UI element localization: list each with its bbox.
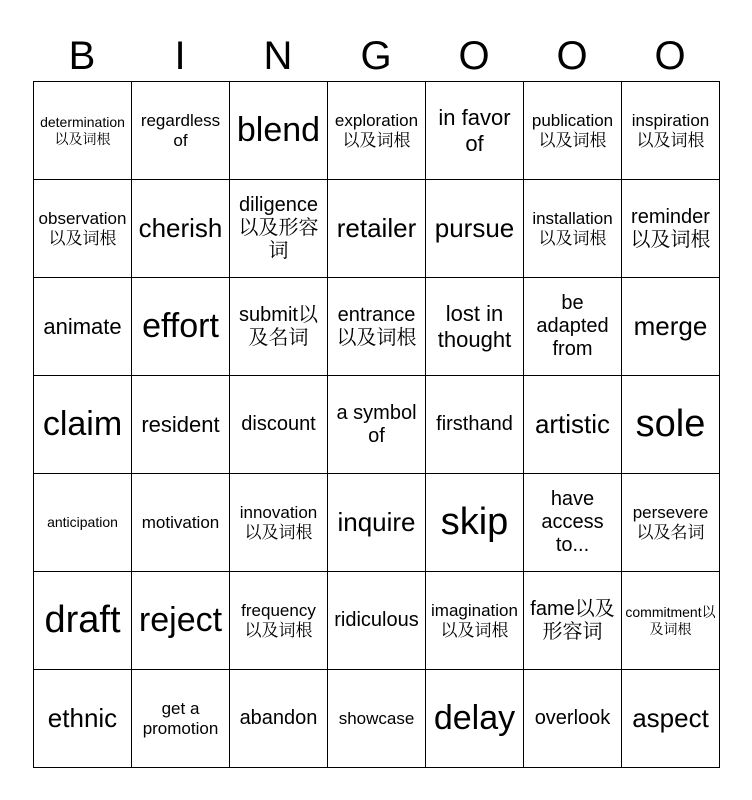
bingo-cell[interactable]: entrance以及词根 (328, 278, 426, 376)
bingo-cell[interactable]: merge (622, 278, 720, 376)
bingo-cell[interactable]: fame以及形容词 (524, 572, 622, 670)
bingo-cell[interactable]: observation以及词根 (34, 180, 132, 278)
bingo-cell[interactable]: blend (230, 82, 328, 180)
bingo-cell[interactable]: reminder以及词根 (622, 180, 720, 278)
bingo-cell[interactable]: regardless of (132, 82, 230, 180)
bingo-cell[interactable]: resident (132, 376, 230, 474)
header-letter: B (68, 34, 96, 78)
bingo-cell[interactable]: installation以及词根 (524, 180, 622, 278)
bingo-cell[interactable]: exploration以及词根 (328, 82, 426, 180)
bingo-cell[interactable]: inspiration以及词根 (622, 82, 720, 180)
bingo-cell[interactable]: claim (34, 376, 132, 474)
bingo-cell[interactable]: motivation (132, 474, 230, 572)
bingo-cell[interactable]: innovation以及词根 (230, 474, 328, 572)
bingo-cell[interactable]: persevere以及名词 (622, 474, 720, 572)
bingo-cell[interactable]: submit以及名词 (230, 278, 328, 376)
bingo-cell[interactable]: delay (426, 670, 524, 768)
bingo-cell[interactable]: reject (132, 572, 230, 670)
bingo-cell[interactable]: ridiculous (328, 572, 426, 670)
bingo-cell[interactable]: cherish (132, 180, 230, 278)
bingo-cell[interactable]: skip (426, 474, 524, 572)
bingo-board (33, 81, 720, 768)
bingo-cell[interactable]: discount (230, 376, 328, 474)
bingo-cell[interactable]: a symbol of (328, 376, 426, 474)
bingo-cell[interactable]: inquire (328, 474, 426, 572)
header-letter: I (174, 34, 186, 78)
bingo-cell[interactable]: be adapted from (524, 278, 622, 376)
bingo-cell[interactable]: diligence以及形容词 (230, 180, 328, 278)
header-letter: O (458, 34, 490, 78)
bingo-cell[interactable]: frequency以及词根 (230, 572, 328, 670)
bingo-cell[interactable]: commitment以及词根 (622, 572, 720, 670)
bingo-cell[interactable]: overlook (524, 670, 622, 768)
header-letter: N (263, 34, 293, 78)
bingo-cell[interactable]: effort (132, 278, 230, 376)
bingo-cell[interactable]: draft (34, 572, 132, 670)
bingo-cell[interactable]: showcase (328, 670, 426, 768)
bingo-cell[interactable]: aspect (622, 670, 720, 768)
bingo-cell[interactable]: get a promotion (132, 670, 230, 768)
bingo-header (33, 30, 720, 82)
bingo-cell[interactable]: imagination以及词根 (426, 572, 524, 670)
header-letter: O (556, 34, 588, 78)
bingo-cell[interactable]: determination以及词根 (34, 82, 132, 180)
bingo-cell[interactable]: publication以及词根 (524, 82, 622, 180)
bingo-cell[interactable]: anticipation (34, 474, 132, 572)
bingo-cell[interactable]: lost in thought (426, 278, 524, 376)
header-letter: O (654, 34, 686, 78)
bingo-cell[interactable]: ethnic (34, 670, 132, 768)
bingo-cell[interactable]: firsthand (426, 376, 524, 474)
bingo-cell[interactable]: pursue (426, 180, 524, 278)
bingo-cell[interactable]: animate (34, 278, 132, 376)
header-letter: G (360, 34, 392, 78)
bingo-cell[interactable]: abandon (230, 670, 328, 768)
bingo-cell[interactable]: sole (622, 376, 720, 474)
bingo-cell[interactable]: artistic (524, 376, 622, 474)
bingo-cell[interactable]: have access to... (524, 474, 622, 572)
bingo-cell[interactable]: retailer (328, 180, 426, 278)
bingo-cell[interactable]: in favor of (426, 82, 524, 180)
